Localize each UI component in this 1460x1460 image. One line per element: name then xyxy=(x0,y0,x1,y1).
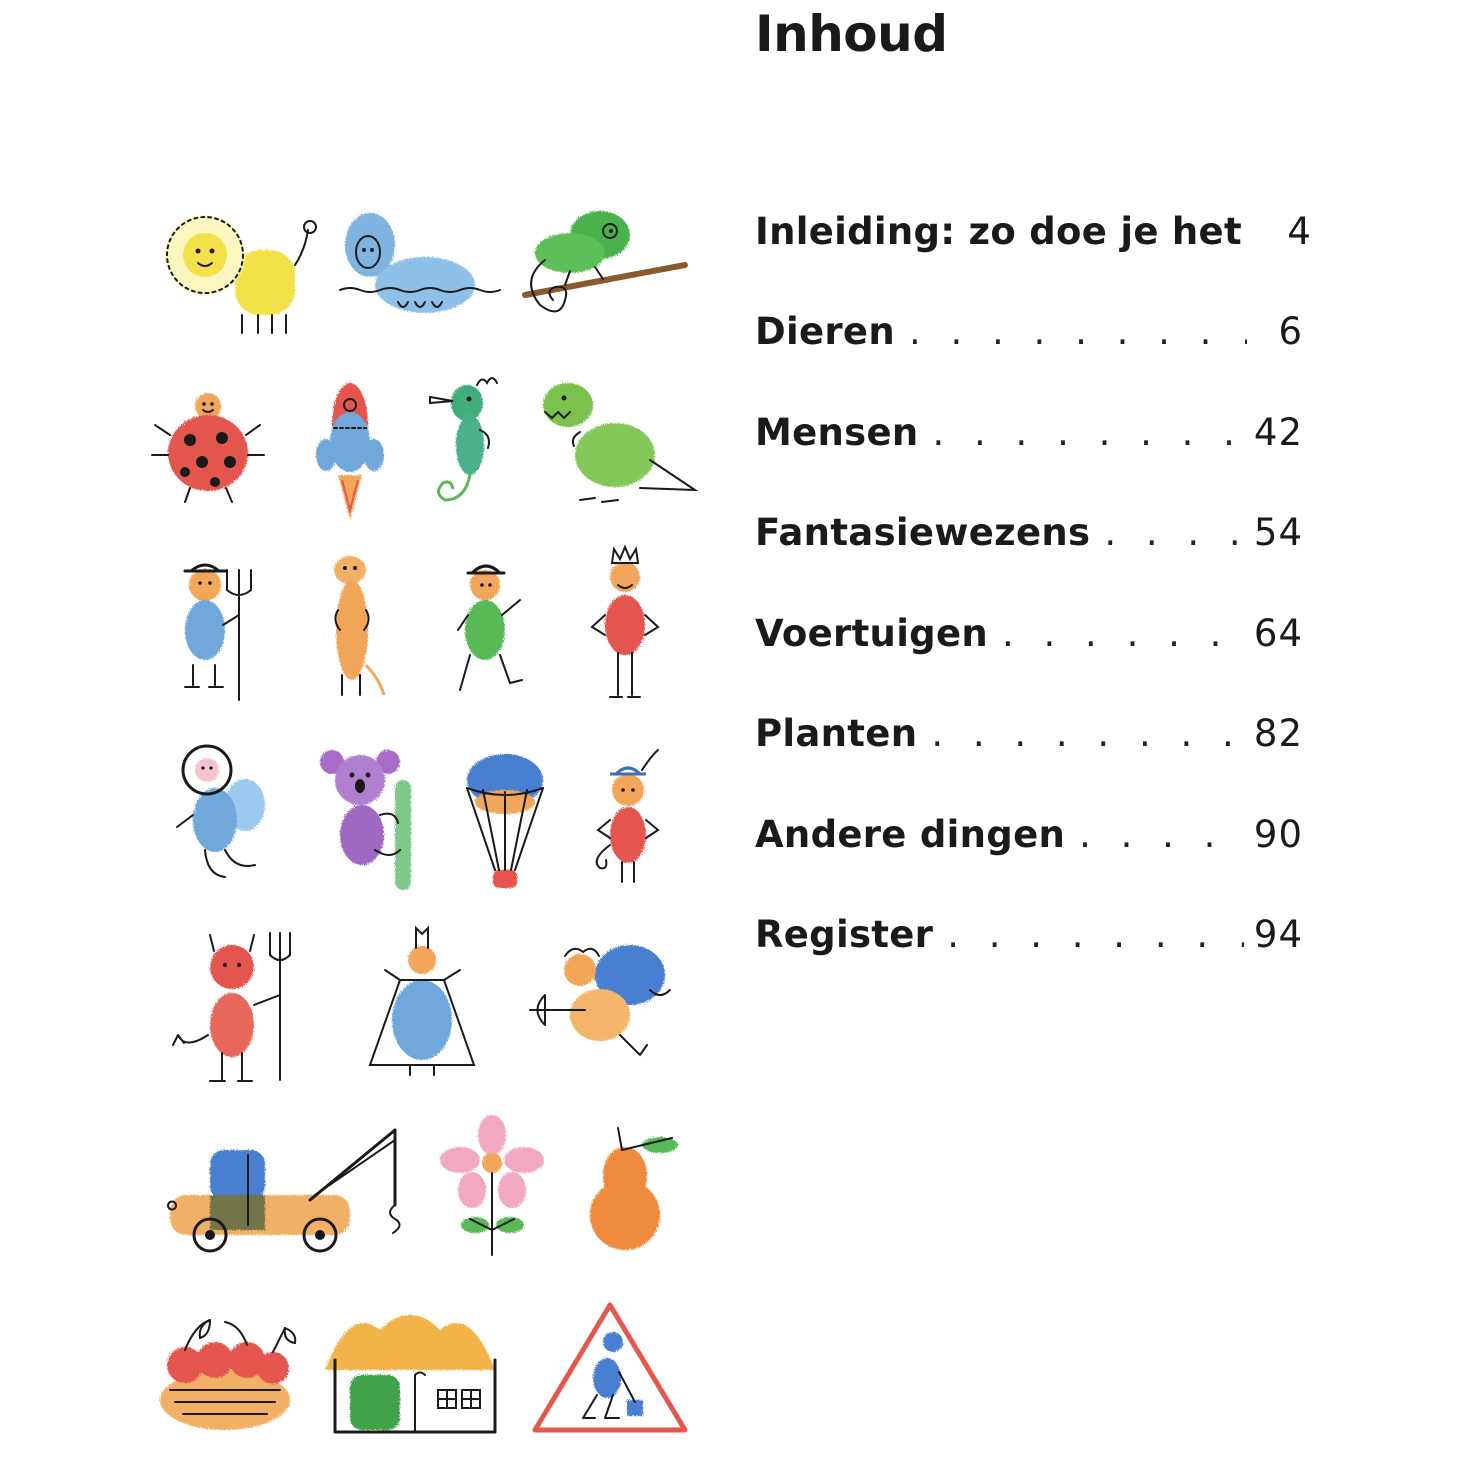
roadworks-sign-icon xyxy=(535,1305,685,1430)
cupid-icon xyxy=(530,945,670,1055)
toc-entry-dieren[interactable] xyxy=(755,300,1303,364)
toc-leader-dots xyxy=(1079,803,1244,867)
rocket-icon xyxy=(316,383,384,520)
toc-entry-inleiding[interactable] xyxy=(755,200,1312,264)
seahorse-icon xyxy=(430,378,497,500)
toc-leader-dots xyxy=(1002,602,1244,666)
astronaut-icon xyxy=(177,746,265,877)
house-icon xyxy=(325,1315,495,1432)
pear-icon xyxy=(590,1128,678,1250)
illustration-grid xyxy=(150,195,700,1445)
toc-entry-page: 94 xyxy=(1253,913,1303,956)
flower-icon xyxy=(440,1115,544,1255)
toc-entry-page: 90 xyxy=(1253,813,1303,856)
fruit-basket-icon xyxy=(160,1320,295,1430)
farmer-icon xyxy=(185,565,251,700)
toc-entry-fantasiewezens[interactable] xyxy=(755,501,1303,565)
toc-leader-dots xyxy=(947,903,1244,967)
toc-entry-page: 54 xyxy=(1253,511,1303,554)
toc-leader-dots xyxy=(1104,501,1244,565)
toc-entry-page: 42 xyxy=(1253,411,1303,454)
toc-entry-andere-dingen[interactable] xyxy=(755,803,1303,867)
dinosaur-icon xyxy=(543,383,695,502)
page-title: Inhoud xyxy=(755,5,948,63)
devil-icon xyxy=(173,933,290,1081)
king-icon xyxy=(592,547,658,697)
toc-entry-label: Mensen xyxy=(755,411,919,454)
explorer-icon xyxy=(458,566,522,690)
toc-leader-dots xyxy=(909,300,1247,364)
toc-entry-label: Planten xyxy=(755,712,918,755)
tow-truck-icon xyxy=(168,1130,400,1251)
toc-entry-page: 4 xyxy=(1287,210,1312,253)
cat-icon xyxy=(597,750,658,882)
lion-icon xyxy=(165,215,316,333)
toc-entry-label: Inleiding: zo doe je het xyxy=(755,210,1242,253)
toc-entry-label: Fantasiewezens xyxy=(755,511,1091,554)
toc-entry-label: Register xyxy=(755,913,934,956)
toc-entry-mensen[interactable] xyxy=(755,401,1303,465)
toc-entry-label: Voertuigen xyxy=(755,612,989,655)
toc-entry-page: 6 xyxy=(1278,310,1303,353)
meerkat-icon xyxy=(334,556,384,695)
wizard-icon xyxy=(370,928,474,1075)
hot-air-balloon-icon xyxy=(467,754,543,888)
hippo-icon xyxy=(340,213,500,313)
toc-entry-planten[interactable] xyxy=(755,702,1303,766)
toc-entry-page: 64 xyxy=(1253,612,1303,655)
toc-entry-label: Andere dingen xyxy=(755,813,1066,856)
toc-entry-voertuigen[interactable] xyxy=(755,602,1303,666)
toc-entry-label: Dieren xyxy=(755,310,895,353)
chameleon-icon xyxy=(525,211,685,311)
toc-entry-page: 82 xyxy=(1253,712,1303,755)
toc-leader-dots xyxy=(931,702,1244,766)
toc-entry-register[interactable] xyxy=(755,903,1303,967)
koala-icon xyxy=(320,750,411,890)
illustration-canvas xyxy=(150,195,700,1445)
toc-leader-dots xyxy=(933,401,1244,465)
ladybug-icon xyxy=(152,393,264,502)
